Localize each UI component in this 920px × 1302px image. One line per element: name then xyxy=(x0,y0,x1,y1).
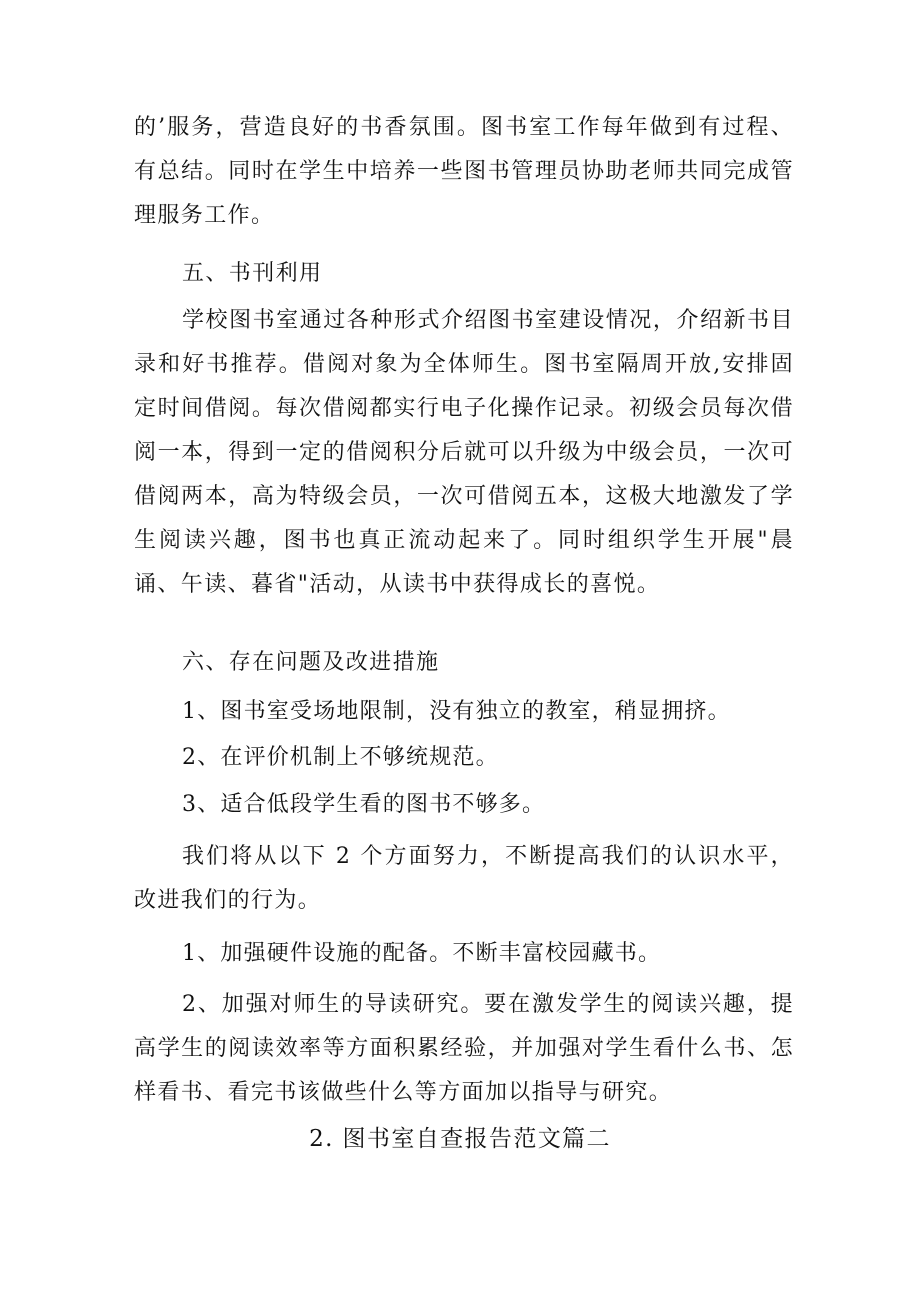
section-heading-book-usage: 五、书刊利用 xyxy=(182,261,323,286)
measure-item-2: 2、加强对师生的导读研究。要在激发学生的阅读兴趣，提高学生的阅读效率等方面积累经验，并加强对学生看什么书、怎样看书、看完书该做些什么等方面加以指导与研究。 xyxy=(134,992,794,1105)
issue-item-1: 1、图书室受场地限制，没有独立的教室，稍显拥挤。 xyxy=(182,699,731,724)
paragraph-improvement-intro: 我们将从以下 2 个方面努力，不断提高我们的认识水平，改进我们的行为。 xyxy=(134,844,794,913)
paragraph-book-usage: 学校图书室通过各种形式介绍图书室建设情况，介绍新书目录和好书推荐。借阅对象为全体师生。图书室隔周开放,安排固定时间借阅。每次借阅都实行电子化操作记录。初级会员每次借阅一本，得到一定的借阅积分后就可以升级为中级会员，一次可借阅两本，高为特级会员，一次可借阅五本，这极大地激发了学生阅读兴趣，图书也真正流动起来了。同时组织学生开展"晨诵、午读、暮省"活动，从读书中获得成长的喜悦。 xyxy=(134,308,794,597)
section-heading-problems: 六、存在问题及改进措施 xyxy=(182,650,440,675)
issue-item-2: 2、在评价机制上不够统规范。 xyxy=(182,745,499,770)
next-article-title: 2. 图书室自查报告范文篇二 xyxy=(309,1126,611,1152)
paragraph-service-summary: 的’服务，营造良好的书香氛围。图书室工作每年做到有过程、有总结。同时在学生中培养一些图书管理员协助老师共同完成管理服务工作。 xyxy=(134,115,794,228)
measure-item-1: 1、加强硬件设施的配备。不断丰富校园藏书。 xyxy=(182,941,662,966)
issue-item-3: 3、适合低段学生看的图书不够多。 xyxy=(182,792,546,817)
